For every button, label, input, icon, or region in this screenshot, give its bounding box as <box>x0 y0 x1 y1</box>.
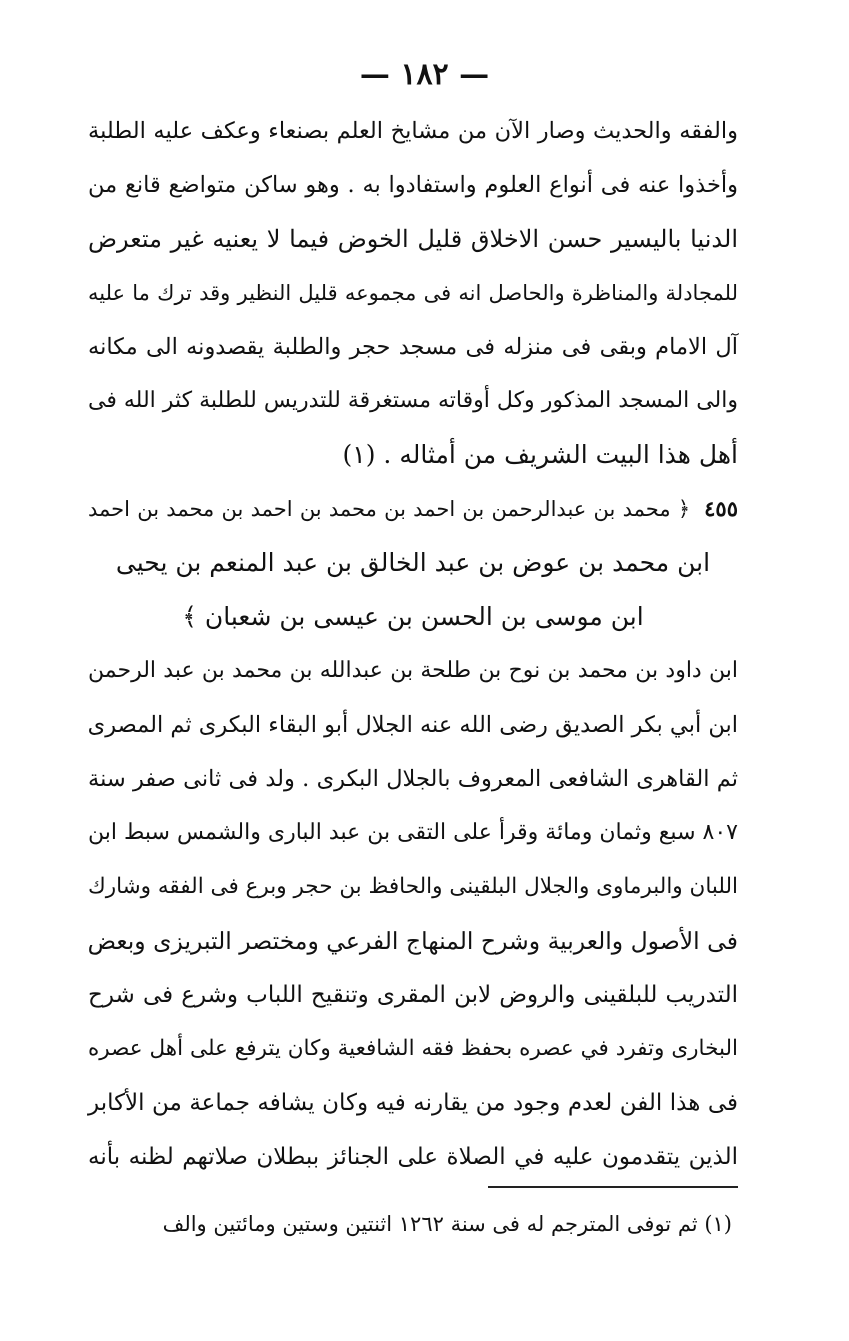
text-line: والفقه والحديث وصار الآن من مشايخ العلم بصنعاء وعكف عليه الطلبة <box>88 118 738 144</box>
text-line: للمجادلة والمناظرة والحاصل انه فى مجموعه قليل النظير وقد ترك ما عليه <box>88 281 738 305</box>
footnote-divider <box>488 1186 738 1188</box>
biography-line: ابن داود بن محمد بن نوح بن طلحة بن عبدالله بن محمد بن عبد الرحمن <box>88 658 738 683</box>
text-line: والى المسجد المذكور وكل أوقاته مستغرقة للتدريس للطلبة كثر الله فى <box>88 388 738 413</box>
text-line: وأخذوا عنه فى أنواع العلوم واستفادوا به . وهو ساكن متواضع قانع من <box>88 172 738 198</box>
entry-name-line: ابن محمد بن عوض بن عبد الخالق بن عبد المنعم بن يحيى <box>115 548 711 577</box>
biography-line: ابن أبي بكر الصديق رضى الله عنه الجلال أبو البقاء البكرى ثم المصرى <box>87 712 738 738</box>
text-line: أهل هذا البيت الشريف من أمثاله . (١) <box>342 440 738 469</box>
biography-line: اللبان والبرماوى والجلال البلقينى والحافظ بن حجر وبرع فى الفقه وشارك <box>88 874 738 899</box>
footnote: (١) ثم توفى المترجم له فى سنة ١٢٦٢ اثنتين وستين ومائتين والف <box>162 1212 732 1236</box>
entry-name-line: ﴿ محمد بن عبدالرحمن بن احمد بن محمد بن احمد بن محمد بن احمد <box>88 497 691 521</box>
entry-number: ٤٥٥ <box>704 496 738 521</box>
biography-line: الذين يتقدمون عليه في الصلاة على الجنائز ببطلان صلاتهم لظنه بأنه <box>88 1144 738 1170</box>
text-line: آل الامام وبقى فى منزله فى مسجد حجر والطلبة يقصدونه الى مكانه <box>88 334 738 360</box>
biography-line: ثم القاهرى الشافعى المعروف بالجلال البكرى . ولد فى ثانى صفر سنة <box>88 766 738 792</box>
biography-line: البخارى وتفرد في عصره بحفظ فقه الشافعية وكان يترفع على أهل عصره <box>88 1036 738 1061</box>
biography-line: فى هذا الفن لعدم وجود من يقارنه فيه وكان يشافه جماعة من الأكابر <box>88 1090 738 1116</box>
biography-line: فى الأصول والعربية وشرح المنهاج الفرعي ومختصر التبريزى وبعض <box>87 927 738 955</box>
entry-name-line: ابن موسى بن الحسن بن عيسى بن شعبان ﴾ <box>182 602 644 631</box>
biography-line: التدريب للبلقينى والروض لابن المقرى وتنقيح اللباب وشرع فى شرح <box>88 982 738 1008</box>
page-number: — ١٨٢ — <box>359 57 490 92</box>
text-line: الدنيا باليسير حسن الاخلاق قليل الخوض فيما لا يعنيه غير متعرض <box>88 225 738 253</box>
entry-heading <box>88 482 738 536</box>
page-body <box>88 104 738 1184</box>
biography-line: ٨٠٧ سبع وثمان ومائة وقرأ على التقى بن عبد البارى والشمس سبط ابن <box>88 820 738 845</box>
